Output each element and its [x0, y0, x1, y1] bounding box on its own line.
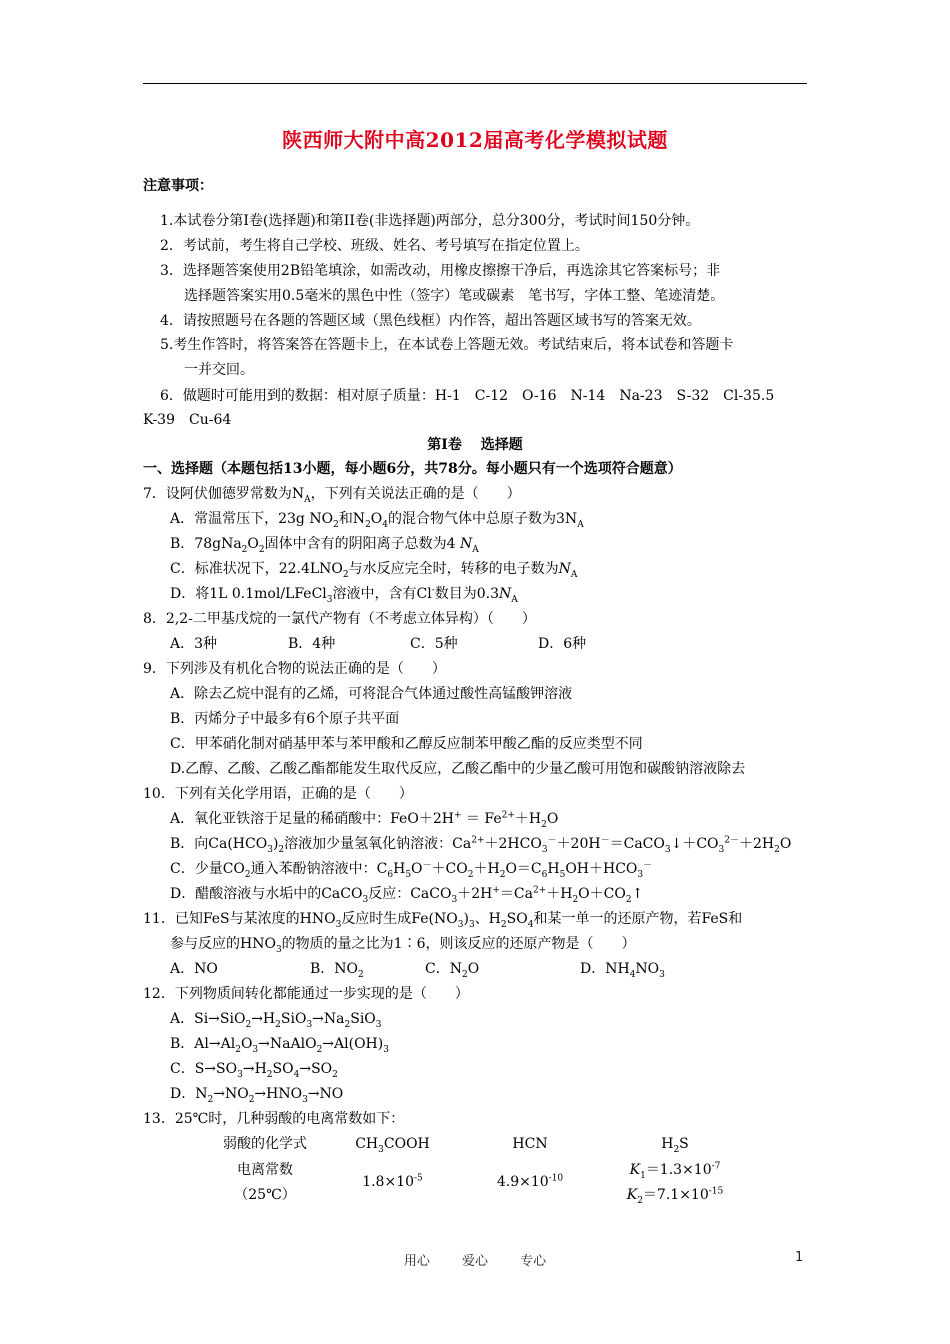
question-8-stem: 8．2,2-二甲基戊烷的一氯代产物有（不考虑立体异构）（ ）	[143, 611, 536, 627]
question-8-option-a: A．3种	[170, 636, 218, 652]
question-12-option-c: C．$S\to SO_3\to H_2SO_4\to SO_2$	[170, 1061, 338, 1080]
notice-item-5-cont: 一并交回。	[184, 362, 254, 378]
ionization-constant-table	[200, 1130, 760, 1210]
question-7-option-b: B．$78gNa_2O_2$固体中含有的阴阳离子总数为4 $N_A$	[170, 536, 479, 555]
footer-word-2: 爱心	[461, 1254, 488, 1269]
notice-item-5: 5.考生作答时，将答案答在答题卡上，在本试卷上答题无效。考试结束后，将本试卷和答题卡	[160, 337, 734, 353]
section-instruction: 一、选择题（本题包括13小题，每小题6分，共78分。每小题只有一个选项符合题意）	[143, 461, 682, 477]
question-11-option-b: B．$NO_2$	[310, 961, 364, 980]
question-7-stem: 7．设阿伏伽德罗常数为$N_A$，下列有关说法正确的是（ ）	[143, 486, 521, 505]
page-number: 1	[795, 1250, 804, 1265]
question-12-option-b: B．$Al\to Al_2O_3\to NaAlO_2\to Al(OH)_3$	[170, 1036, 389, 1055]
notice-item-6-cont: K-39 Cu-64	[143, 412, 232, 428]
notice-item-4: 4．请按照题号在各题的答题区域（黑色线框）内作答，超出答题区域书写的答案无效。	[160, 313, 701, 329]
question-12-option-a: A．$Si\to SiO_2\to H_2SiO_3\to Na_2SiO_3$	[170, 1011, 382, 1030]
question-9-stem: 9．下列涉及有机化合物的说法正确的是（ ）	[143, 661, 446, 677]
question-8-option-b: B．4种	[288, 636, 336, 652]
table-value-h2s-k2: $K_2=7.1\times 10^{-15}$	[626, 1186, 724, 1206]
question-9-option-c: C．甲苯硝化制对硝基甲苯与苯甲酸和乙醇反应制苯甲酸乙酯的反应类型不同	[170, 736, 643, 752]
question-10-option-c: C．少量$CO_2$通入苯酚钠溶液中：$C_6H_5O^-+CO_2+H_2O=C_6H_5OH+HCO_3^-$	[170, 860, 653, 880]
footer-word-1: 用心	[403, 1254, 430, 1269]
question-10-option-d: D．醋酸溶液与水垢中的CaCO$_3$反应：$CaCO_3+2H^+=Ca^{2+}+H_2O+CO_2↑$	[170, 885, 644, 905]
question-9-option-d: D.乙醇、乙酸、乙酸乙酯都能发生取代反应，乙酸乙酯中的少量乙酸可用饱和碳酸钠溶液除去	[170, 761, 746, 777]
question-7-option-c: C．标准状况下，$22.4LNO_2$与水反应完全时，转移的电子数为$N_A$	[170, 561, 578, 580]
notice-heading: 注意事项：	[143, 178, 213, 194]
question-11-stem: 11．已知FeS与某浓度的$HNO_3$反应时生成$Fe(NO_3)_3$、$H_2SO_4$和某一单一的还原产物，若FeS和	[143, 911, 743, 930]
question-12-option-d: D．$N_2\to NO_2\to HNO_3\to NO$	[170, 1086, 344, 1105]
question-7-option-a: A．常温常压下，23g $NO_2$和$N_2O_4$的混合物气体中总原子数为$3N_A$	[170, 511, 584, 530]
question-11-stem-cont: 参与反应的$HNO_3$的物质的量之比为1∶6，则该反应的还原产物是（ ）	[170, 936, 636, 955]
table-header-hcn: HCN	[512, 1136, 548, 1152]
question-11-option-c: C．$N_2O$	[425, 961, 480, 980]
notice-item-3: 3．选择题答案使用2B铅笔填涂，如需改动，用橡皮擦擦干净后，再选涂其它答案标号；非	[160, 263, 721, 279]
table-value-ch3cooh: $1.8\times 10^{-5}$	[362, 1173, 423, 1190]
question-11-option-d: D．$NH_4NO_3$	[580, 961, 665, 980]
notice-item-3-cont: 选择题答案实用0.5毫米的黑色中性（签字）笔或碳素 笔书写，字体工整、笔迹清楚。	[184, 288, 725, 304]
notice-item-6: 6．做题时可能用到的数据：相对原子质量：H-1 C-12 O-16 N-14 Na-23 S-32 Cl-35.5	[160, 388, 775, 404]
section-title: 第Ⅰ卷 选择题	[427, 437, 523, 453]
question-7-option-d: D．将1L 0.1mol/LFeCl$_3$溶液中，含有Cl-数目为$0.3N_A$	[170, 585, 518, 605]
question-8-option-d: D．6种	[538, 636, 587, 652]
table-header-ch3cooh: $CH_3COOH$	[355, 1136, 430, 1155]
table-header-label: 弱酸的化学式	[223, 1136, 307, 1152]
table-header-h2s: $H_2S$	[661, 1136, 689, 1155]
question-8-option-c: C．5种	[410, 636, 458, 652]
table-value-h2s-k1: $K_1=1.3\times 10^{-7}$	[629, 1161, 721, 1181]
page-title: 陕西师大附中高2012届高考化学模拟试题	[282, 128, 668, 152]
question-9-option-b: B．丙烯分子中最多有6个原子共平面	[170, 711, 400, 727]
question-13-stem: 13．25℃时，几种弱酸的电离常数如下：	[143, 1111, 405, 1127]
notice-item-2: 2．考试前，考生将自己学校、班级、姓名、考号填写在指定位置上。	[160, 238, 589, 254]
header-rule	[143, 83, 807, 84]
question-9-option-a: A．除去乙烷中混有的乙烯，可将混合气体通过酸性高锰酸钾溶液	[170, 686, 573, 702]
question-10-option-b: B．向$Ca(HCO_3)_2$溶液加少量氢氧化钠溶液：$Ca^{2+}+2HCO_3^-+20H^-=CaCO_3↓+CO_3^{2-}+2H_2O$	[170, 835, 792, 855]
question-10-option-a: A．氧化亚铁溶于足量的稀硝酸中：$FeO+2H^+ = Fe^{2+}+H_2O$	[170, 810, 559, 830]
question-12-stem: 12．下列物质间转化都能通过一步实现的是（ ）	[143, 986, 469, 1002]
question-10-stem: 10．下列有关化学用语，正确的是（ ）	[143, 786, 413, 802]
table-row-label-temp: （25℃）	[234, 1187, 296, 1203]
footer-word-3: 专心	[520, 1254, 547, 1269]
table-value-hcn: $4.9\times 10^{-10}$	[496, 1173, 564, 1190]
page-footer	[0, 1250, 950, 1269]
question-11-option-a: A．NO	[170, 961, 218, 977]
table-row-label: 电离常数	[237, 1162, 293, 1178]
notice-item-1: 1.本试卷分第Ⅰ卷(选择题)和第II卷(非选择题)两部分，总分300分，考试时间150分钟。	[160, 213, 700, 229]
